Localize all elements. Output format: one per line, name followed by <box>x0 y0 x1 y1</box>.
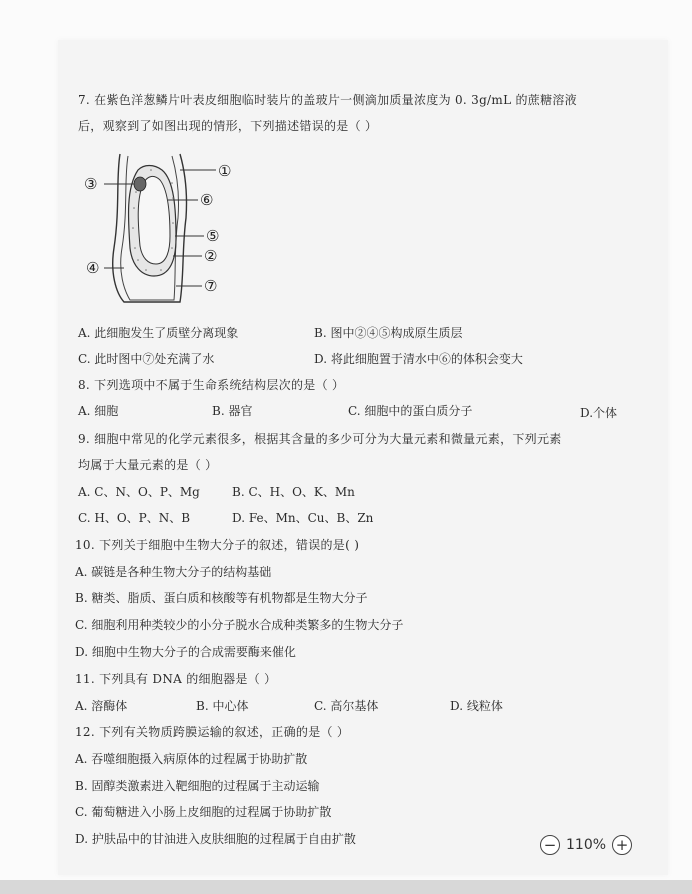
q9-stem-line2: 均属于大量元素的是（ ） <box>78 458 218 472</box>
label-7: ⑦ <box>204 277 218 295</box>
plus-icon: + <box>615 835 629 854</box>
zoom-out-button[interactable] <box>540 835 560 855</box>
zoom-in-button[interactable] <box>612 835 632 855</box>
q9-option-b: B. C、H、O、K、Mn <box>232 485 355 499</box>
zoom-level: 110% <box>566 837 607 853</box>
q9-stem-line1: 9. 细胞中常见的化学元素很多，根据其含量的多少可分为大量元素和微量元素，下列元素 <box>78 432 562 446</box>
q12-option-c: C. 葡萄糖进入小肠上皮细胞的过程属于协助扩散 <box>75 805 332 819</box>
label-4: ④ <box>86 259 100 277</box>
q9-option-d: D. Fe、Mn、Cu、B、Zn <box>232 511 374 525</box>
q11-option-d: D. 线粒体 <box>450 699 503 713</box>
label-3: ③ <box>84 175 98 193</box>
label-2: ② <box>204 247 218 265</box>
q11-option-a: A. 溶酶体 <box>75 699 128 713</box>
q11-option-b: B. 中心体 <box>196 699 249 713</box>
q7-option-d: D. 将此细胞置于清水中⑥的体积会变大 <box>314 352 523 366</box>
plant-cell-plasmolysis-diagram <box>76 148 236 306</box>
q10-option-c: C. 细胞利用种类较少的小分子脱水合成种类繁多的生物大分子 <box>75 618 404 632</box>
q9-option-c: C. H、O、P、N、B <box>78 511 191 525</box>
zoom-control <box>540 832 656 858</box>
q7-option-a: A. 此细胞发生了质壁分离现象 <box>78 326 239 340</box>
q7-option-c: C. 此时图中⑦处充满了水 <box>78 352 215 366</box>
q10-option-d: D. 细胞中生物大分子的合成需要酶来催化 <box>75 645 296 659</box>
q9-option-a: A. C、N、O、P、Mg <box>78 485 200 499</box>
q7-option-b: B. 图中②④⑤构成原生质层 <box>314 326 463 340</box>
q10-stem: 10. 下列关于细胞中生物大分子的叙述，错误的是( ) <box>75 538 360 552</box>
q10-option-a: A. 碳链是各种生物大分子的结构基础 <box>75 565 272 579</box>
q8-option-a: A. 细胞 <box>78 404 119 418</box>
q12-option-d: D. 护肤品中的甘油进入皮肤细胞的过程属于自由扩散 <box>75 832 356 846</box>
q7-stem-line2: 后，观察到了如图出现的情形，下列描述错误的是（ ） <box>78 119 378 133</box>
q8-option-c: C. 细胞中的蛋白质分子 <box>348 404 473 418</box>
q11-option-c: C. 高尔基体 <box>314 699 379 713</box>
q8-option-b: B. 器官 <box>212 404 253 418</box>
minus-icon: − <box>543 835 557 854</box>
q12-stem: 12. 下列有关物质跨膜运输的叙述，正确的是（ ） <box>75 725 350 739</box>
q8-option-d: D.个体 <box>580 406 618 420</box>
q11-stem: 11. 下列具有 DNA 的细胞器是（ ） <box>75 672 277 686</box>
q8-stem: 8. 下列选项中不属于生命系统结构层次的是（ ） <box>78 378 345 392</box>
q12-option-b: B. 固醇类激素进入靶细胞的过程属于主动运输 <box>75 779 320 793</box>
label-5: ⑤ <box>206 227 220 245</box>
q10-option-b: B. 糖类、脂质、蛋白质和核酸等有机物都是生物大分子 <box>75 591 368 605</box>
label-6: ⑥ <box>200 191 214 209</box>
label-1: ① <box>218 162 232 180</box>
q7-stem-line1: 7. 在紫色洋葱鳞片叶表皮细胞临时装片的盖玻片一侧滴加质量浓度为 0. 3g/mL 的蔗糖溶液 <box>78 93 577 107</box>
q12-option-a: A. 吞噬细胞摄入病原体的过程属于协助扩散 <box>75 752 308 766</box>
horizontal-scrollbar[interactable] <box>0 880 692 894</box>
